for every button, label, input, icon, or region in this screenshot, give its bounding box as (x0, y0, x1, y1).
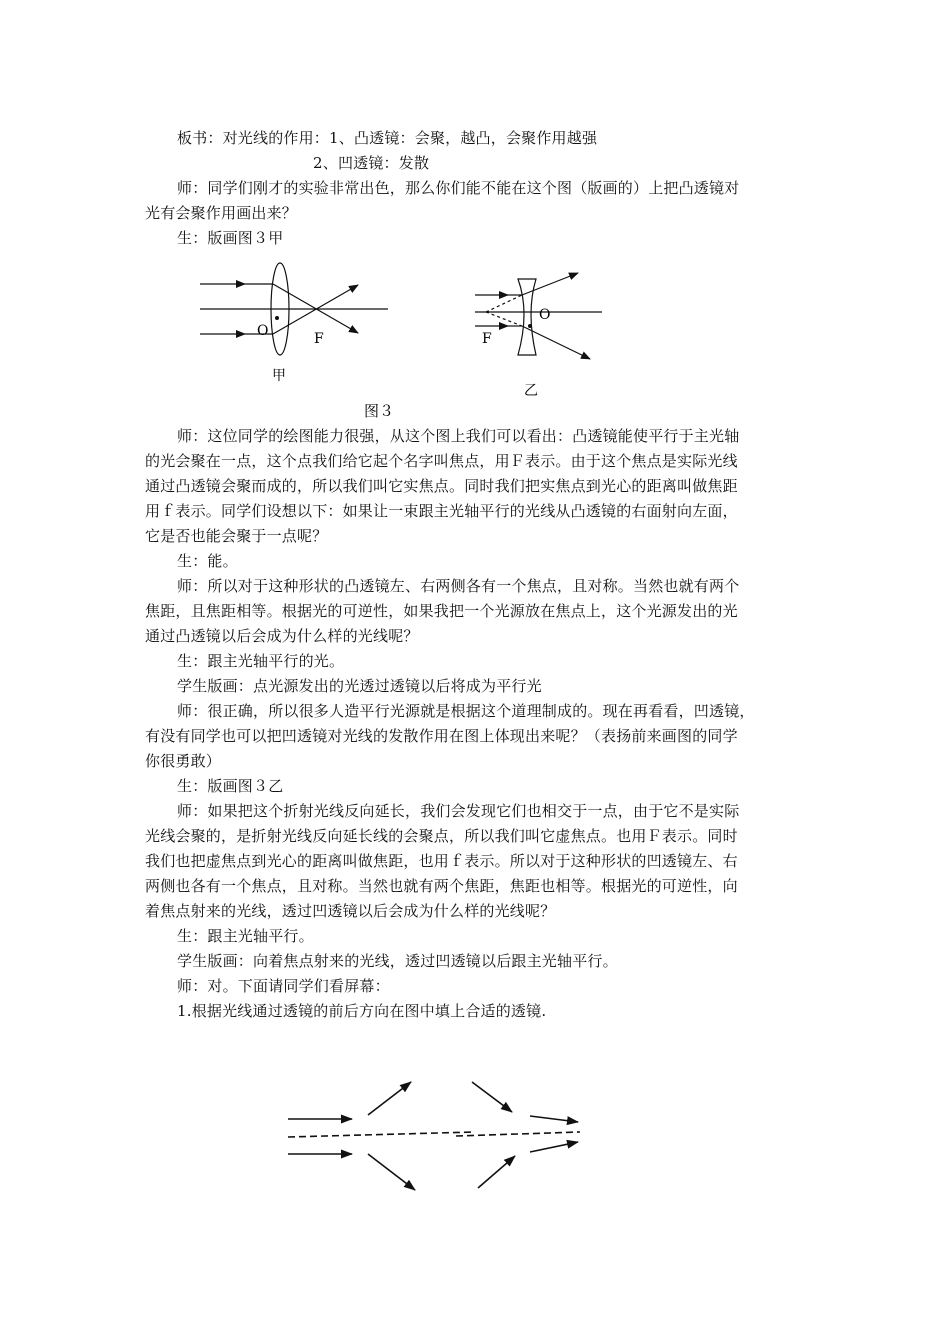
student-drawing-line: 学生版画：向着焦点射来的光线，透过凹透镜以后跟主光轴平行。 (177, 952, 618, 970)
teacher-line: 师：同学们刚才的实验非常出色，那么你们能不能在这个图（版画的）上把凸透镜对 (177, 179, 740, 197)
exercise-drawing (280, 1070, 600, 1200)
blackboard-line-2: 2、凹透镜：发散 (313, 154, 430, 172)
exercise-right-rays (456, 1082, 580, 1188)
student-line: 生：能。 (177, 552, 238, 570)
label-f-right: F (482, 331, 492, 347)
optical-center-dot-2 (528, 324, 532, 328)
teacher-line: 师：所以对于这种形状的凸透镜左、右两侧各有一个焦点，且对称。当然也就有两个 (177, 577, 740, 595)
text-line: 通过凸透镜以后会成为什么样的光线呢？ (145, 627, 419, 645)
text-line: 两侧也各有一个焦点，且对称。当然也就有两个焦距，焦距也相等。根据光的可逆性，向 (145, 877, 738, 895)
text-line: 有没有同学也可以把凹透镜对光线的发散作用在图上体现出来呢？（表扬前来画图的同学 (145, 727, 738, 745)
teacher-line: 师：很正确，所以很多人造平行光源就是根据这个道理制成的。现在再看看，凹透镜， (177, 702, 755, 720)
student-line: 生：版画图３甲 (177, 229, 284, 247)
student-line: 生：跟主光轴平行。 (177, 927, 314, 945)
text-line: 我们也把虚焦点到光心的距离叫做焦距，也用ｆ表示。所以对于这种形状的凹透镜左、右 (145, 852, 738, 870)
convex-lens-diagram (200, 263, 388, 355)
text-line: 的光会聚在一点，这个点我们给它起个名字叫焦点，用Ｆ表示。由于这个焦点是实际光线 (145, 452, 738, 470)
label-o-right: O (539, 307, 551, 323)
exercise-left-rays (288, 1082, 475, 1190)
blackboard-line: 板书：对光线的作用：1、凸透镜：会聚，越凸，会聚作用越强 (177, 129, 598, 147)
student-line: 生：版画图３乙 (177, 777, 284, 795)
label-yi: 乙 (524, 383, 538, 399)
exercise-figure (280, 1070, 600, 1200)
teacher-line: 师：这位同学的绘图能力很强，从这个图上我们可以看出：凸透镜能使平行于主光轴 (177, 427, 740, 445)
text-line: 你很勇敢） (145, 752, 222, 770)
label-f-left: F (314, 331, 324, 347)
text-line: 它是否也能会聚于一点呢？ (145, 527, 328, 545)
figure-3 (190, 255, 630, 425)
text-line: 光有会聚作用画出来？ (145, 204, 298, 222)
text-line: 焦距，且焦距相等。根据光的可逆性，如果我把一个光源放在焦点上，这个光源发出的光 (145, 602, 738, 620)
label-o-left: O (257, 323, 269, 339)
figure-3-drawing (190, 255, 630, 425)
student-line: 生：跟主光轴平行的光。 (177, 652, 345, 670)
text-line: 用ｆ表示。同学们设想以下：如果让一束跟主光轴平行的光线从凸透镜的右面射向左面， (145, 502, 738, 520)
text-line: 光线会聚的，是折射光线反向延长线的会聚点，所以我们叫它虚焦点。也用Ｆ表示。同时 (145, 827, 738, 845)
text-line: 通过凸透镜会聚而成的，所以我们叫它实焦点。同时我们把实焦点到光心的距离叫做焦距 (145, 477, 738, 495)
teacher-line: 师：对。下面请同学们看屏幕： (177, 977, 390, 995)
exercise-line: 1.根据光线通过透镜的前后方向在图中填上合适的透镜. (177, 1002, 547, 1020)
text-line: 着焦点射来的光线，透过凹透镜以后会成为什么样的光线呢？ (145, 902, 556, 920)
label-jia: 甲 (272, 368, 286, 384)
student-drawing-line: 学生版画：点光源发出的光透过透镜以后将成为平行光 (177, 677, 542, 695)
teacher-line: 师：如果把这个折射光线反向延长，我们会发现它们也相交于一点，由于它不是实际 (177, 802, 740, 820)
figure-caption: 图３ (364, 402, 395, 420)
optical-center-dot (275, 316, 279, 320)
